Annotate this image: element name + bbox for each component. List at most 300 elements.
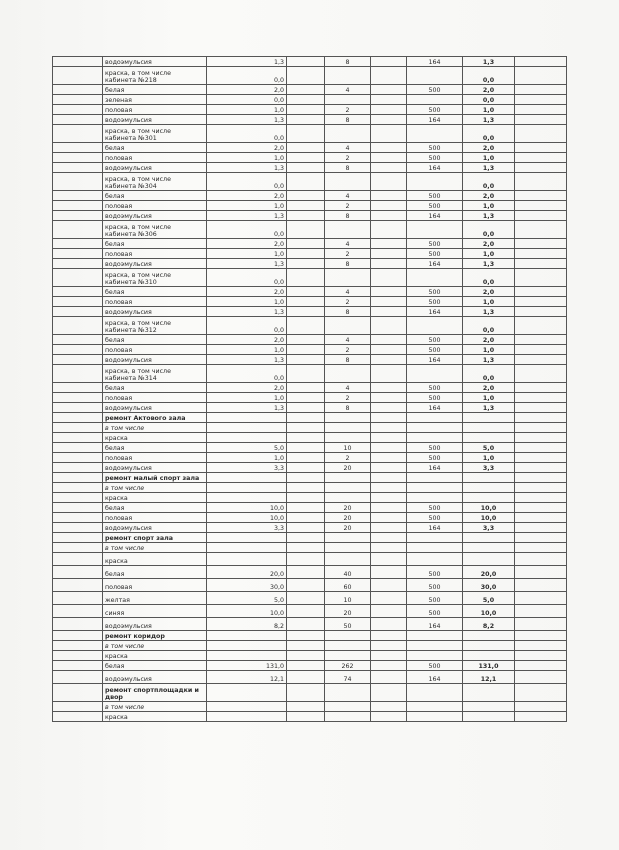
item-name-cell: половая: [103, 153, 207, 163]
price-cell: 164: [407, 618, 463, 631]
item-name-cell: в том числе: [103, 641, 207, 651]
count-cell: [325, 641, 371, 651]
table-row: [53, 618, 567, 631]
total-cell: 2,0: [463, 191, 515, 201]
total-cell: 5,0: [463, 592, 515, 605]
table-row: [53, 115, 567, 125]
quantity-cell: 1,3: [207, 211, 287, 221]
row-blank-cell: [287, 307, 325, 317]
row-blank-cell: [53, 163, 103, 173]
item-name-cell: ремонт малый спорт зала: [103, 473, 207, 483]
total-cell: [463, 413, 515, 423]
price-cell: [407, 543, 463, 553]
quantity-cell: [207, 641, 287, 651]
count-cell: 20: [325, 463, 371, 473]
row-blank-cell: [371, 403, 407, 413]
count-cell: 4: [325, 239, 371, 249]
row-blank-cell: [515, 335, 567, 345]
count-cell: 2: [325, 345, 371, 355]
row-blank-cell: [371, 355, 407, 365]
row-blank-cell: [287, 201, 325, 211]
row-blank-cell: [53, 702, 103, 712]
quantity-cell: 8,2: [207, 618, 287, 631]
item-name-cell: водоэмульсия: [103, 211, 207, 221]
row-blank-cell: [287, 105, 325, 115]
row-blank-cell: [53, 712, 103, 722]
item-name-cell: половая: [103, 579, 207, 592]
quantity-cell: 0,0: [207, 125, 287, 143]
row-blank-cell: [515, 297, 567, 307]
table-row: [53, 671, 567, 684]
row-blank-cell: [53, 493, 103, 503]
price-cell: [407, 684, 463, 702]
item-name-cell: водоэмульсия: [103, 523, 207, 533]
row-blank-cell: [371, 125, 407, 143]
row-blank-cell: [287, 115, 325, 125]
quantity-cell: [207, 423, 287, 433]
total-cell: 10,0: [463, 513, 515, 523]
row-blank-cell: [287, 463, 325, 473]
total-cell: 1,3: [463, 307, 515, 317]
row-blank-cell: [515, 533, 567, 543]
row-blank-cell: [515, 443, 567, 453]
price-cell: [407, 553, 463, 566]
table-row: [53, 403, 567, 413]
row-blank-cell: [287, 684, 325, 702]
table-row: [53, 201, 567, 211]
row-blank-cell: [515, 115, 567, 125]
row-blank-cell: [287, 239, 325, 249]
count-cell: [325, 221, 371, 239]
item-name-cell: водоэмульсия: [103, 671, 207, 684]
quantity-cell: 1,3: [207, 307, 287, 317]
row-blank-cell: [371, 345, 407, 355]
quantity-cell: 3,3: [207, 463, 287, 473]
row-blank-cell: [53, 651, 103, 661]
row-blank-cell: [287, 493, 325, 503]
row-blank-cell: [53, 153, 103, 163]
total-cell: 8,2: [463, 618, 515, 631]
row-blank-cell: [371, 317, 407, 335]
row-blank-cell: [515, 651, 567, 661]
row-blank-cell: [53, 661, 103, 671]
total-cell: 0,0: [463, 67, 515, 85]
total-cell: [463, 684, 515, 702]
table-row: [53, 473, 567, 483]
row-blank-cell: [287, 553, 325, 566]
total-cell: 1,3: [463, 57, 515, 67]
row-blank-cell: [53, 413, 103, 423]
item-name-cell: краска, в том числе кабинета №301: [103, 125, 207, 143]
price-cell: 500: [407, 287, 463, 297]
item-name-cell: водоэмульсия: [103, 463, 207, 473]
row-blank-cell: [287, 211, 325, 221]
row-blank-cell: [371, 513, 407, 523]
item-name-cell: ремонт Актового зала: [103, 413, 207, 423]
row-blank-cell: [371, 153, 407, 163]
row-blank-cell: [53, 249, 103, 259]
row-blank-cell: [515, 163, 567, 173]
materials-table-body: [53, 57, 567, 722]
table-row: [53, 579, 567, 592]
item-name-cell: половая: [103, 453, 207, 463]
item-name-cell: в том числе: [103, 423, 207, 433]
count-cell: 262: [325, 661, 371, 671]
table-row: [53, 355, 567, 365]
item-name-cell: белая: [103, 239, 207, 249]
count-cell: 50: [325, 618, 371, 631]
quantity-cell: 20,0: [207, 566, 287, 579]
row-blank-cell: [515, 493, 567, 503]
row-blank-cell: [371, 503, 407, 513]
row-blank-cell: [515, 221, 567, 239]
total-cell: 1,3: [463, 115, 515, 125]
row-blank-cell: [515, 413, 567, 423]
item-name-cell: краска: [103, 493, 207, 503]
row-blank-cell: [287, 671, 325, 684]
table-row: [53, 463, 567, 473]
price-cell: [407, 317, 463, 335]
quantity-cell: 0,0: [207, 317, 287, 335]
total-cell: [463, 712, 515, 722]
count-cell: 20: [325, 605, 371, 618]
row-blank-cell: [53, 173, 103, 191]
count-cell: [325, 631, 371, 641]
quantity-cell: 2,0: [207, 239, 287, 249]
row-blank-cell: [371, 105, 407, 115]
row-blank-cell: [53, 239, 103, 249]
row-blank-cell: [287, 221, 325, 239]
item-name-cell: в том числе: [103, 483, 207, 493]
price-cell: [407, 221, 463, 239]
price-cell: [407, 365, 463, 383]
price-cell: [407, 433, 463, 443]
item-name-cell: краска, в том числе кабинета №306: [103, 221, 207, 239]
count-cell: 2: [325, 453, 371, 463]
quantity-cell: 0,0: [207, 365, 287, 383]
row-blank-cell: [515, 592, 567, 605]
row-blank-cell: [53, 473, 103, 483]
row-blank-cell: [515, 566, 567, 579]
row-blank-cell: [287, 712, 325, 722]
price-cell: 500: [407, 297, 463, 307]
price-cell: 500: [407, 443, 463, 453]
item-name-cell: водоэмульсия: [103, 115, 207, 125]
row-blank-cell: [53, 483, 103, 493]
count-cell: 2: [325, 153, 371, 163]
quantity-cell: 0,0: [207, 95, 287, 105]
count-cell: 20: [325, 523, 371, 533]
item-name-cell: водоэмульсия: [103, 57, 207, 67]
price-cell: [407, 641, 463, 651]
item-name-cell: белая: [103, 191, 207, 201]
row-blank-cell: [515, 661, 567, 671]
row-blank-cell: [287, 345, 325, 355]
quantity-cell: 1,0: [207, 453, 287, 463]
row-blank-cell: [371, 483, 407, 493]
row-blank-cell: [53, 269, 103, 287]
row-blank-cell: [53, 57, 103, 67]
table-row: [53, 191, 567, 201]
table-row: [53, 631, 567, 641]
item-name-cell: ремонт коридор: [103, 631, 207, 641]
row-blank-cell: [53, 503, 103, 513]
row-blank-cell: [371, 523, 407, 533]
count-cell: 2: [325, 249, 371, 259]
row-blank-cell: [371, 57, 407, 67]
row-blank-cell: [371, 712, 407, 722]
row-blank-cell: [287, 702, 325, 712]
count-cell: [325, 269, 371, 287]
table-row: [53, 317, 567, 335]
row-blank-cell: [287, 523, 325, 533]
item-name-cell: краска: [103, 651, 207, 661]
price-cell: 500: [407, 105, 463, 115]
table-row: [53, 566, 567, 579]
row-blank-cell: [53, 605, 103, 618]
row-blank-cell: [53, 143, 103, 153]
quantity-cell: [207, 702, 287, 712]
count-cell: 40: [325, 566, 371, 579]
item-name-cell: водоэмульсия: [103, 355, 207, 365]
row-blank-cell: [371, 335, 407, 345]
row-blank-cell: [287, 618, 325, 631]
materials-table: [52, 56, 567, 722]
quantity-cell: 131,0: [207, 661, 287, 671]
item-name-cell: краска, в том числе кабинета №218: [103, 67, 207, 85]
row-blank-cell: [515, 239, 567, 249]
price-cell: [407, 712, 463, 722]
row-blank-cell: [287, 503, 325, 513]
row-blank-cell: [53, 523, 103, 533]
table-row: [53, 105, 567, 115]
row-blank-cell: [53, 365, 103, 383]
total-cell: [463, 433, 515, 443]
total-cell: 30,0: [463, 579, 515, 592]
quantity-cell: [207, 413, 287, 423]
total-cell: 3,3: [463, 463, 515, 473]
price-cell: 500: [407, 661, 463, 671]
row-blank-cell: [287, 297, 325, 307]
row-blank-cell: [53, 423, 103, 433]
price-cell: 500: [407, 153, 463, 163]
row-blank-cell: [371, 259, 407, 269]
table-row: [53, 85, 567, 95]
row-blank-cell: [515, 403, 567, 413]
row-blank-cell: [287, 453, 325, 463]
row-blank-cell: [53, 95, 103, 105]
row-blank-cell: [515, 605, 567, 618]
row-blank-cell: [287, 473, 325, 483]
row-blank-cell: [53, 383, 103, 393]
price-cell: [407, 702, 463, 712]
table-row: [53, 239, 567, 249]
row-blank-cell: [371, 661, 407, 671]
price-cell: 164: [407, 115, 463, 125]
row-blank-cell: [53, 579, 103, 592]
item-name-cell: водоэмульсия: [103, 307, 207, 317]
price-cell: 500: [407, 393, 463, 403]
total-cell: 1,3: [463, 403, 515, 413]
price-cell: 500: [407, 335, 463, 345]
price-cell: [407, 423, 463, 433]
price-cell: 164: [407, 671, 463, 684]
price-cell: 500: [407, 579, 463, 592]
row-blank-cell: [515, 641, 567, 651]
table-row: [53, 712, 567, 722]
row-blank-cell: [371, 413, 407, 423]
row-blank-cell: [515, 393, 567, 403]
quantity-cell: 12,1: [207, 671, 287, 684]
count-cell: 4: [325, 287, 371, 297]
total-cell: 0,0: [463, 221, 515, 239]
item-name-cell: половая: [103, 201, 207, 211]
total-cell: 2,0: [463, 335, 515, 345]
row-blank-cell: [515, 383, 567, 393]
total-cell: 0,0: [463, 365, 515, 383]
table-row: [53, 57, 567, 67]
total-cell: 2,0: [463, 85, 515, 95]
count-cell: 8: [325, 355, 371, 365]
count-cell: [325, 365, 371, 383]
count-cell: 20: [325, 503, 371, 513]
quantity-cell: [207, 483, 287, 493]
row-blank-cell: [287, 403, 325, 413]
row-blank-cell: [287, 383, 325, 393]
price-cell: 164: [407, 403, 463, 413]
table-row: [53, 523, 567, 533]
quantity-cell: [207, 712, 287, 722]
quantity-cell: [207, 684, 287, 702]
quantity-cell: 1,3: [207, 57, 287, 67]
row-blank-cell: [287, 413, 325, 423]
total-cell: [463, 641, 515, 651]
count-cell: 4: [325, 335, 371, 345]
row-blank-cell: [371, 239, 407, 249]
count-cell: [325, 125, 371, 143]
row-blank-cell: [53, 115, 103, 125]
row-blank-cell: [287, 651, 325, 661]
row-blank-cell: [287, 592, 325, 605]
quantity-cell: [207, 631, 287, 641]
total-cell: 2,0: [463, 383, 515, 393]
table-row: [53, 249, 567, 259]
quantity-cell: 2,0: [207, 143, 287, 153]
row-blank-cell: [287, 579, 325, 592]
row-blank-cell: [53, 641, 103, 651]
count-cell: [325, 67, 371, 85]
row-blank-cell: [53, 631, 103, 641]
price-cell: 164: [407, 463, 463, 473]
count-cell: 8: [325, 57, 371, 67]
item-name-cell: белая: [103, 85, 207, 95]
total-cell: [463, 493, 515, 503]
item-name-cell: краска, в том числе кабинета №304: [103, 173, 207, 191]
count-cell: 8: [325, 115, 371, 125]
row-blank-cell: [371, 592, 407, 605]
row-blank-cell: [53, 533, 103, 543]
row-blank-cell: [515, 259, 567, 269]
row-blank-cell: [515, 125, 567, 143]
table-row: [53, 259, 567, 269]
row-blank-cell: [515, 191, 567, 201]
row-blank-cell: [371, 173, 407, 191]
row-blank-cell: [371, 249, 407, 259]
table-row: [53, 503, 567, 513]
row-blank-cell: [371, 307, 407, 317]
row-blank-cell: [287, 125, 325, 143]
total-cell: 10,0: [463, 605, 515, 618]
row-blank-cell: [287, 269, 325, 287]
quantity-cell: 1,0: [207, 297, 287, 307]
row-blank-cell: [371, 143, 407, 153]
count-cell: [325, 684, 371, 702]
quantity-cell: 1,3: [207, 115, 287, 125]
table-row: [53, 592, 567, 605]
total-cell: [463, 631, 515, 641]
count-cell: 8: [325, 211, 371, 221]
table-row: [53, 433, 567, 443]
count-cell: [325, 533, 371, 543]
count-cell: [325, 712, 371, 722]
total-cell: [463, 423, 515, 433]
row-blank-cell: [53, 201, 103, 211]
row-blank-cell: [53, 317, 103, 335]
count-cell: 8: [325, 259, 371, 269]
table-row: [53, 513, 567, 523]
total-cell: 1,0: [463, 345, 515, 355]
quantity-cell: 10,0: [207, 513, 287, 523]
item-name-cell: половая: [103, 393, 207, 403]
quantity-cell: 0,0: [207, 269, 287, 287]
count-cell: [325, 423, 371, 433]
item-name-cell: водоэмульсия: [103, 618, 207, 631]
row-blank-cell: [53, 684, 103, 702]
quantity-cell: 2,0: [207, 191, 287, 201]
item-name-cell: краска, в том числе кабинета №310: [103, 269, 207, 287]
quantity-cell: 1,0: [207, 201, 287, 211]
row-blank-cell: [287, 605, 325, 618]
item-name-cell: синяя: [103, 605, 207, 618]
table-row: [53, 684, 567, 702]
item-name-cell: белая: [103, 383, 207, 393]
quantity-cell: 1,0: [207, 345, 287, 355]
quantity-cell: 2,0: [207, 85, 287, 95]
row-blank-cell: [371, 287, 407, 297]
item-name-cell: ремонт спорт зала: [103, 533, 207, 543]
row-blank-cell: [515, 345, 567, 355]
item-name-cell: половая: [103, 249, 207, 259]
item-name-cell: белая: [103, 287, 207, 297]
row-blank-cell: [515, 173, 567, 191]
row-blank-cell: [371, 566, 407, 579]
row-blank-cell: [371, 393, 407, 403]
price-cell: 500: [407, 345, 463, 355]
row-blank-cell: [53, 125, 103, 143]
count-cell: 8: [325, 307, 371, 317]
row-blank-cell: [371, 473, 407, 483]
total-cell: [463, 533, 515, 543]
table-row: [53, 605, 567, 618]
item-name-cell: половая: [103, 105, 207, 115]
table-row: [53, 393, 567, 403]
row-blank-cell: [371, 423, 407, 433]
count-cell: 4: [325, 383, 371, 393]
count-cell: 4: [325, 191, 371, 201]
price-cell: 500: [407, 191, 463, 201]
row-blank-cell: [515, 67, 567, 85]
row-blank-cell: [53, 307, 103, 317]
